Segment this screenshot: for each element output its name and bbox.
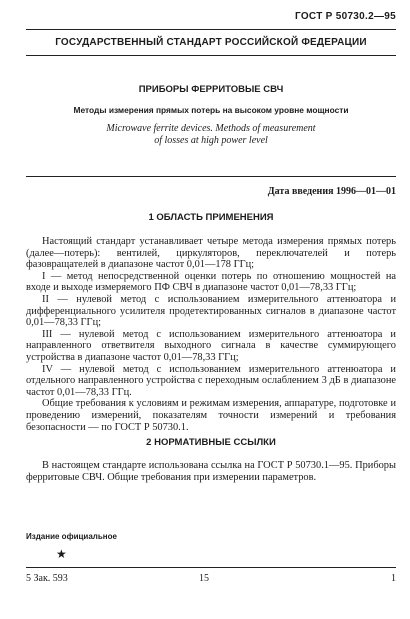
header-rule-bottom (26, 55, 396, 56)
section-1-paragraph: IV — нулевой метод с использованием измерительного аттенюатора и отдельного направленного устройства с переходным ослаблением 3 дБ в диапазоне частот 0,01—78,33 ГГц. (26, 363, 396, 398)
gost-code: ГОСТ Р 50730.2—95 (295, 11, 396, 22)
section-1-paragraph: III — нулевой метод с использованием измерительного аттенюатора и направленного ответвителя выходного сигнала в качестве суммирующего устройства в диапазоне частот 0,01—78,33 ГГц; (26, 328, 396, 363)
page-number-center: 15 (199, 573, 209, 584)
section-2-body (26, 460, 396, 483)
standard-title: ГОСУДАРСТВЕННЫЙ СТАНДАРТ РОССИЙСКОЙ ФЕДЕРАЦИИ (55, 37, 367, 48)
english-title-line-2: of losses at high power level (154, 135, 268, 146)
section-1-paragraph: II — нулевой метод с использованием измерительного аттенюатора и дифференциального усилителя продетектированных сигналов в диапазоне частот 0,01—78,33 ГГц; (26, 293, 396, 329)
section-1-paragraph: Настоящий стандарт устанавливает четыре метода измерения прямых потерь (далее—потерь): вентилей, циркуляторов, переключателей и потерь фазовращателей в диапазоне частот 0,01—178 ГГц; (26, 236, 396, 271)
title-rule (26, 176, 396, 177)
star-icon: ★ (56, 547, 67, 561)
edition-note: Издание официальное (26, 532, 117, 541)
section-1-heading: 1 ОБЛАСТЬ ПРИМЕНЕНИЯ (148, 212, 274, 223)
english-title-line-1: Microwave ferrite devices. Methods of measurement (106, 123, 316, 134)
document-subtitle: Методы измерения прямых потерь на высоком уровне мощности (73, 105, 349, 115)
section-1-body (26, 236, 396, 433)
page-number-right: 1 (391, 573, 396, 584)
intro-date: Дата введения 1996—01—01 (267, 186, 396, 197)
section-1-paragraph: I — метод непосредственной оценки потерь по отношению мощностей на входе и выходе измеряемого ПФ СВЧ в диапазоне частот 0,01—78,33 ГГц; (26, 270, 396, 294)
english-title (26, 123, 396, 147)
section-1-paragraph: Общие требования к условиям и режимам измерения, аппаратуре, подготовке и проведению измерений, показателям точности измерений и требования безопасности — по ГОСТ Р 50730.1. (26, 398, 396, 433)
document-title: ПРИБОРЫ ФЕРРИТОВЫЕ СВЧ (138, 84, 284, 95)
section-2-paragraph: В настоящем стандарте использована ссылка на ГОСТ Р 50730.1—95. Приборы ферритовые СВЧ. Общие требования при измерении параметров. (26, 460, 396, 483)
section-2-heading: 2 НОРМАТИВНЫЕ ССЫЛКИ (146, 437, 276, 448)
header-rule-top (26, 29, 396, 30)
footer-rule (26, 567, 396, 568)
order-number: 5 Зак. 593 (26, 573, 68, 584)
